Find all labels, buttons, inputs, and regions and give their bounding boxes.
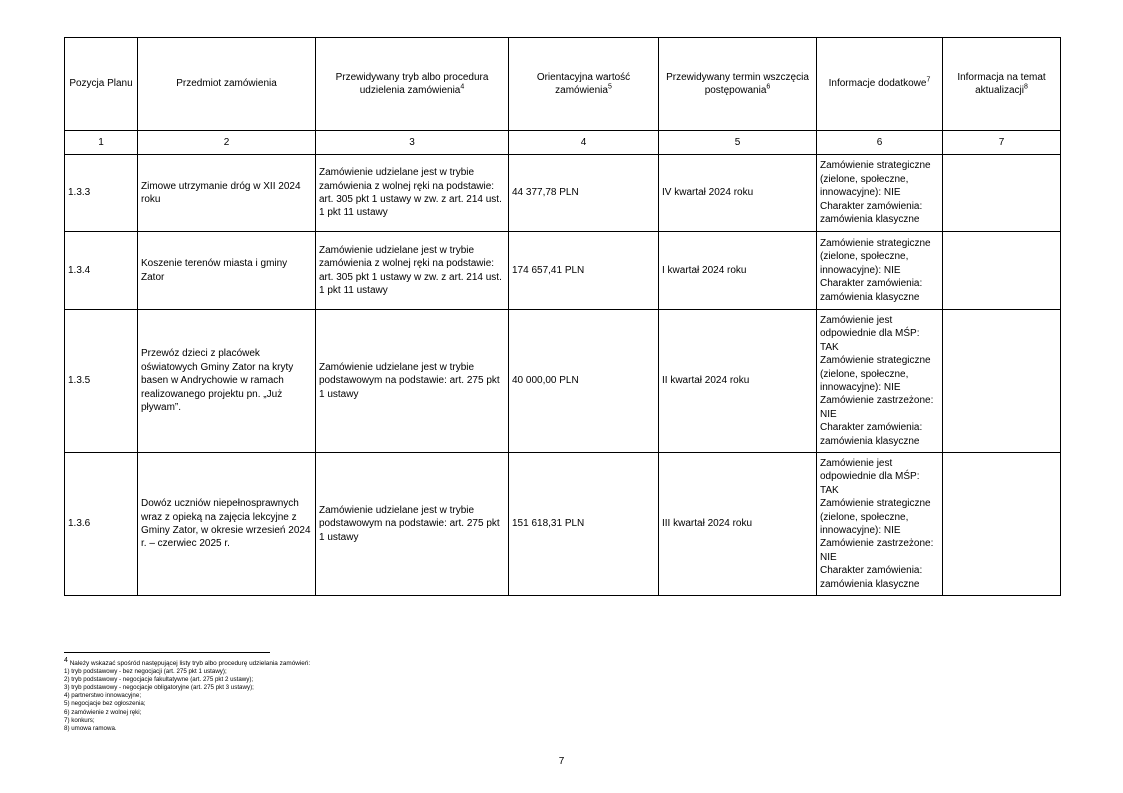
cell-value: 44 377,78 PLN bbox=[509, 155, 659, 232]
footnotes bbox=[64, 656, 311, 733]
cell-additional-info: Zamówienie strategiczne (zielone, społeczne, innowacyjne): NIE Charakter zamówienia: zamówienia klasyczne bbox=[817, 155, 943, 232]
cell-term: III kwartał 2024 roku bbox=[659, 453, 817, 596]
footnote-item: 5) negocjacje bez ogłoszenia; bbox=[64, 700, 146, 708]
header-text: Przedmiot zamówienia bbox=[176, 78, 277, 90]
header-text: Informacje dodatkowe bbox=[828, 78, 927, 90]
footnote-item: 7) konkurs; bbox=[64, 716, 95, 724]
header-cell bbox=[943, 38, 1061, 131]
cell-procedure: Zamówienie udzielane jest w trybie podstawowym na podstawie: art. 275 pkt 1 ustawy bbox=[316, 453, 509, 596]
footnote-item: 1) tryb podstawowy - bez negocjacji (art. 275 pkt 1 ustawy); bbox=[64, 668, 227, 676]
footnote-item: 2) tryb podstawowy - negocjacje fakultatywne (art. 275 pkt 2 ustawy); bbox=[64, 676, 254, 684]
footnote-item: 8) umowa ramowa. bbox=[64, 724, 117, 732]
cell-update-info bbox=[943, 310, 1061, 453]
cell-update-info bbox=[943, 155, 1061, 232]
header-text: Przewidywany termin wszczęcia postępowania bbox=[666, 71, 809, 96]
table-row bbox=[65, 232, 1061, 310]
cell-procedure: Zamówienie udzielane jest w trybie zamówienia z wolnej ręki na podstawie: art. 305 pkt 1 ustawy w zw. z art. 214 ust. 1 pkt 11 ustawy bbox=[316, 232, 509, 310]
cell-subject: Przewóz dzieci z placówek oświatowych Gminy Zator na kryty basen w Andrychowie w ramach realizowanego projektu pn. „Już pływam”. bbox=[138, 310, 316, 453]
cell-procedure: Zamówienie udzielane jest w trybie zamówienia z wolnej ręki na podstawie: art. 305 pkt 1 ustawy w zw. z art. 214 ust. 1 pkt 11 ustawy bbox=[316, 155, 509, 232]
column-number: 5 bbox=[659, 131, 817, 155]
footnote-ref: 8 bbox=[1024, 83, 1028, 91]
header-cell bbox=[316, 38, 509, 131]
table-row bbox=[65, 155, 1061, 232]
cell-value: 40 000,00 PLN bbox=[509, 310, 659, 453]
cell-position: 1.3.4 bbox=[65, 232, 138, 310]
header-text: Pozycja Planu bbox=[69, 78, 133, 90]
column-number: 3 bbox=[316, 131, 509, 155]
header-cell bbox=[509, 38, 659, 131]
footnote-item: 6) zamówienie z wolnej ręki; bbox=[64, 708, 142, 716]
header-cell bbox=[817, 38, 943, 131]
footnote-ref: 4 bbox=[460, 83, 465, 91]
cell-term: II kwartał 2024 roku bbox=[659, 310, 817, 453]
cell-value: 174 657,41 PLN bbox=[509, 232, 659, 310]
cell-term: I kwartał 2024 roku bbox=[659, 232, 817, 310]
footnote-divider bbox=[64, 652, 270, 653]
cell-position: 1.3.5 bbox=[65, 310, 138, 453]
table-row bbox=[65, 453, 1061, 596]
column-number-row bbox=[65, 131, 1061, 155]
cell-position: 1.3.6 bbox=[65, 453, 138, 596]
header-text: Orientacyjna wartość zamówienia bbox=[536, 71, 631, 96]
column-number: 4 bbox=[509, 131, 659, 155]
footnote-ref: 6 bbox=[766, 83, 771, 91]
cell-subject: Dowóz uczniów niepełnosprawnych wraz z opieką na zajęcia lekcyjne z Gminy Zator, w okresie wrzesień 2024 r. – czerwiec 2025 r. bbox=[138, 453, 316, 596]
header-cell bbox=[65, 38, 138, 131]
footnote-ref: 5 bbox=[607, 83, 612, 91]
cell-subject: Zimowe utrzymanie dróg w XII 2024 roku bbox=[138, 155, 316, 232]
column-number: 6 bbox=[817, 131, 943, 155]
table-header-row bbox=[65, 38, 1061, 131]
header-text: Przewidywany tryb albo procedura udzielenia zamówienia bbox=[335, 71, 489, 96]
header-cell bbox=[138, 38, 316, 131]
cell-procedure: Zamówienie udzielane jest w trybie podstawowym na podstawie: art. 275 pkt 1 ustawy bbox=[316, 310, 509, 453]
header-cell bbox=[659, 38, 817, 131]
cell-term: IV kwartał 2024 roku bbox=[659, 155, 817, 232]
cell-position: 1.3.3 bbox=[65, 155, 138, 232]
cell-additional-info: Zamówienie strategiczne (zielone, społeczne, innowacyjne): NIE Charakter zamówienia: zamówienia klasyczne bbox=[817, 232, 943, 310]
footnote-ref: 7 bbox=[926, 76, 931, 84]
cell-subject: Koszenie terenów miasta i gminy Zator bbox=[138, 232, 316, 310]
column-number: 1 bbox=[65, 131, 138, 155]
column-number: 2 bbox=[138, 131, 316, 155]
cell-update-info bbox=[943, 232, 1061, 310]
table-row bbox=[65, 310, 1061, 453]
footnote-title bbox=[64, 656, 311, 668]
footnote-text: Należy wskazać spośród następującej listy tryb albo procedurę udzielania zamówień: bbox=[69, 660, 311, 667]
header-text: Informacja na temat aktualizacji bbox=[957, 71, 1046, 96]
cell-additional-info: Zamówienie jest odpowiednie dla MŚP: TAK Zamówienie strategiczne (zielone, społeczne, innowacyjne): NIE Zamówienie zastrzeżone: NIE Charakter zamówienia: zamówienia klasyczne bbox=[817, 453, 943, 596]
column-number: 7 bbox=[943, 131, 1061, 155]
footnote-item: 3) tryb podstawowy - negocjacje obligatoryjne (art. 275 pkt 3 ustawy); bbox=[64, 684, 254, 692]
cell-value: 151 618,31 PLN bbox=[509, 453, 659, 596]
cell-update-info bbox=[943, 453, 1061, 596]
page-number: 7 bbox=[558, 756, 565, 767]
footnote-item: 4) partnerstwo innowacyjne; bbox=[64, 692, 142, 700]
footnote-number: 4 bbox=[64, 656, 68, 664]
cell-additional-info: Zamówienie jest odpowiednie dla MŚP: TAK Zamówienie strategiczne (zielone, społeczne, innowacyjne): NIE Zamówienie zastrzeżone: NIE Charakter zamówienia: zamówienia klasyczne bbox=[817, 310, 943, 453]
procurement-plan-table bbox=[64, 37, 1061, 596]
